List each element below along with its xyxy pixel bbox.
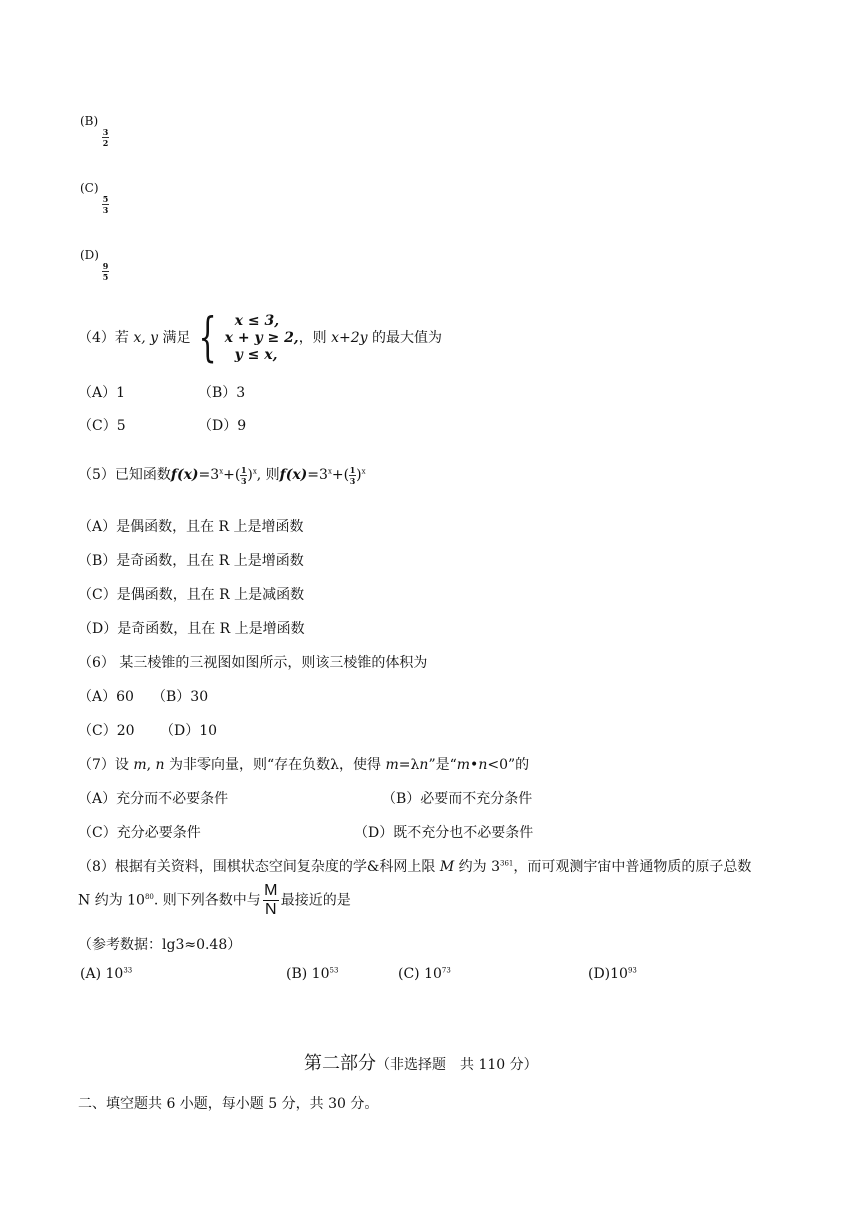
q6-option-a: （A）60 <box>78 689 134 705</box>
q4-stem: （4）若 x, y 满足 { x ≤ 3, x + y ≥ 2, y ≤ x, ，则 x+2y 的最大值为 <box>78 308 443 368</box>
denominator: 3 <box>102 205 109 215</box>
fraction <box>102 195 109 214</box>
q8-option-d: $(D)10^{93}$ <box>588 966 637 982</box>
numerator: 5 <box>102 194 109 204</box>
q3-option-b <box>80 114 109 147</box>
q8-reference: （参考数据：lg3≈0.48） <box>78 937 242 953</box>
q4-option-a: （A）1 <box>78 385 126 401</box>
option-label: (D) <box>80 248 99 262</box>
fraction: $\frac{1}{3}$ <box>241 464 247 486</box>
option-label: (B) <box>80 114 99 128</box>
q5-option-b: （B）是奇函数，且在 R 上是增函数 <box>78 553 304 569</box>
fx-symbol: f(x) <box>170 467 199 483</box>
m-over-n-fraction: $\frac{M}{N}$ <box>264 882 278 918</box>
q8-option-a: (A) $10^{33}$ <box>80 966 133 982</box>
denominator: 2 <box>102 138 109 148</box>
section-two-instruction: 二、填空题共 6 小题，每小题 5 分，共 30 分。 <box>78 1096 379 1112</box>
q7-stem: （7）设 m, n 为非零向量，则“存在负数λ，使得 m=λn”是“m•n<0”的 <box>78 757 530 773</box>
q8-option-c: (C) $10^{73}$ <box>398 966 451 982</box>
q6-option-b: （B）30 <box>152 689 209 705</box>
q8-line-1: （8）根据有关资料，围棋状态空间复杂度的学&科网上限 M 约为 $3^{361}$，而可观测宇宙中普通物质的原子总数 <box>78 859 752 875</box>
q3-option-c <box>80 181 109 214</box>
constraint-system: { x ≤ 3, x + y ≥ 2, y ≤ x, <box>197 308 299 368</box>
part-two-heading <box>304 1049 538 1075</box>
constraint-3: y ≤ x, <box>234 346 278 363</box>
constraint-1: x ≤ 3, <box>234 312 280 329</box>
q5-option-d: （D）是奇函数，且在 R 上是增函数 <box>78 621 305 637</box>
numerator: 3 <box>102 127 109 137</box>
q5-stem: （5）已知函数$f(x)=3^x+$( $\frac{1}{3}$ )$^x$, 则$f(x)=3^x+$( $\frac{1}{3}$ )$^x$ <box>78 464 366 486</box>
q7-option-b: （B）必要而不充分条件 <box>382 791 533 807</box>
q3-option-d <box>80 248 109 281</box>
fraction <box>102 128 109 147</box>
q4-option-b: （B）3 <box>198 385 246 401</box>
q8-line-2: N 约为 $10^{80}$. 则下列各数中与 $\frac{M}{N}$ 最接近的是 <box>78 882 351 918</box>
q7-option-d: （D）既不充分也不必要条件 <box>354 825 534 841</box>
part-two-title: 第二部分 <box>304 1053 376 1074</box>
q6-option-d: （D）10 <box>160 723 218 739</box>
q5-option-a: （A）是偶函数，且在 R 上是增函数 <box>78 519 304 535</box>
q4-option-d: （D）9 <box>198 418 247 434</box>
part-two-subtitle: （非选择题 共 110 分） <box>376 1057 538 1073</box>
q4-option-c: （C）5 <box>78 418 126 434</box>
q7-option-a: （A）充分而不必要条件 <box>78 791 229 807</box>
fx-symbol: f(x) <box>279 467 308 483</box>
q6-option-c: （C）20 <box>78 723 135 739</box>
fraction: $\frac{1}{3}$ <box>349 464 356 486</box>
constraint-2: x + y ≥ 2, <box>224 329 299 346</box>
q5-option-c: （C）是偶函数，且在 R 上是减函数 <box>78 587 305 603</box>
q6-stem: （6） 某三棱锥的三视图如图所示，则该三棱锥的体积为 <box>78 655 428 671</box>
fraction <box>102 262 109 281</box>
q8-option-b: (B) $10^{53}$ <box>286 966 339 982</box>
option-label: (C) <box>80 181 99 195</box>
q7-option-c: （C）充分必要条件 <box>78 825 201 841</box>
numerator: 9 <box>102 261 109 271</box>
denominator: 5 <box>102 272 109 282</box>
